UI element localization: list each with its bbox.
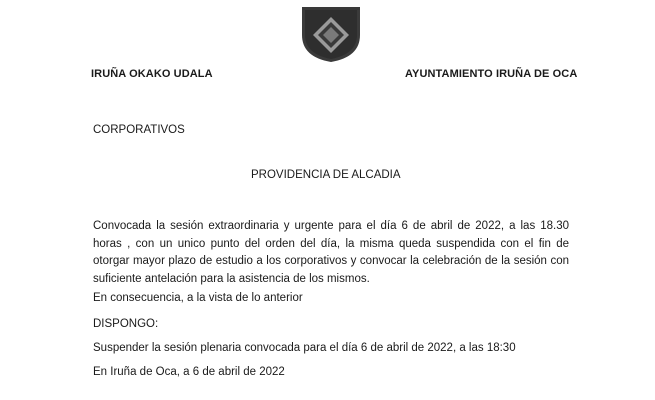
municipal-coat-of-arms-icon bbox=[300, 5, 362, 63]
body-paragraph: Convocada la sesión extraordinaria y urgente para el día 6 de abril de 2022, a las 18.30 horas , con un unico punto del orden del día, la misma queda suspendida con el fin de otorgar mayor plazo de estudio a los corporativos y convocar la celebración de la sesión con suficiente antelación para la asistencia de los mismos. bbox=[93, 220, 569, 285]
recipient-label: CORPORATIVOS bbox=[93, 124, 185, 136]
resolution-line: Suspender la sesión plenaria convocada para el día 6 de abril de 2022, a las 18:30 bbox=[93, 342, 516, 354]
municipality-name-spanish: AYUNTAMIENTO IRUÑA DE OCA bbox=[405, 68, 578, 80]
document-title: PROVIDENCIA DE ALCADIA bbox=[251, 169, 401, 181]
dispongo-heading: DISPONGO: bbox=[93, 318, 159, 330]
consequence-line: En consecuencia, a la vista de lo anterior bbox=[93, 292, 303, 304]
municipality-name-basque: IRUÑA OKAKO UDALA bbox=[91, 68, 213, 80]
place-date-line: En Iruña de Oca, a 6 de abril de 2022 bbox=[93, 366, 285, 378]
